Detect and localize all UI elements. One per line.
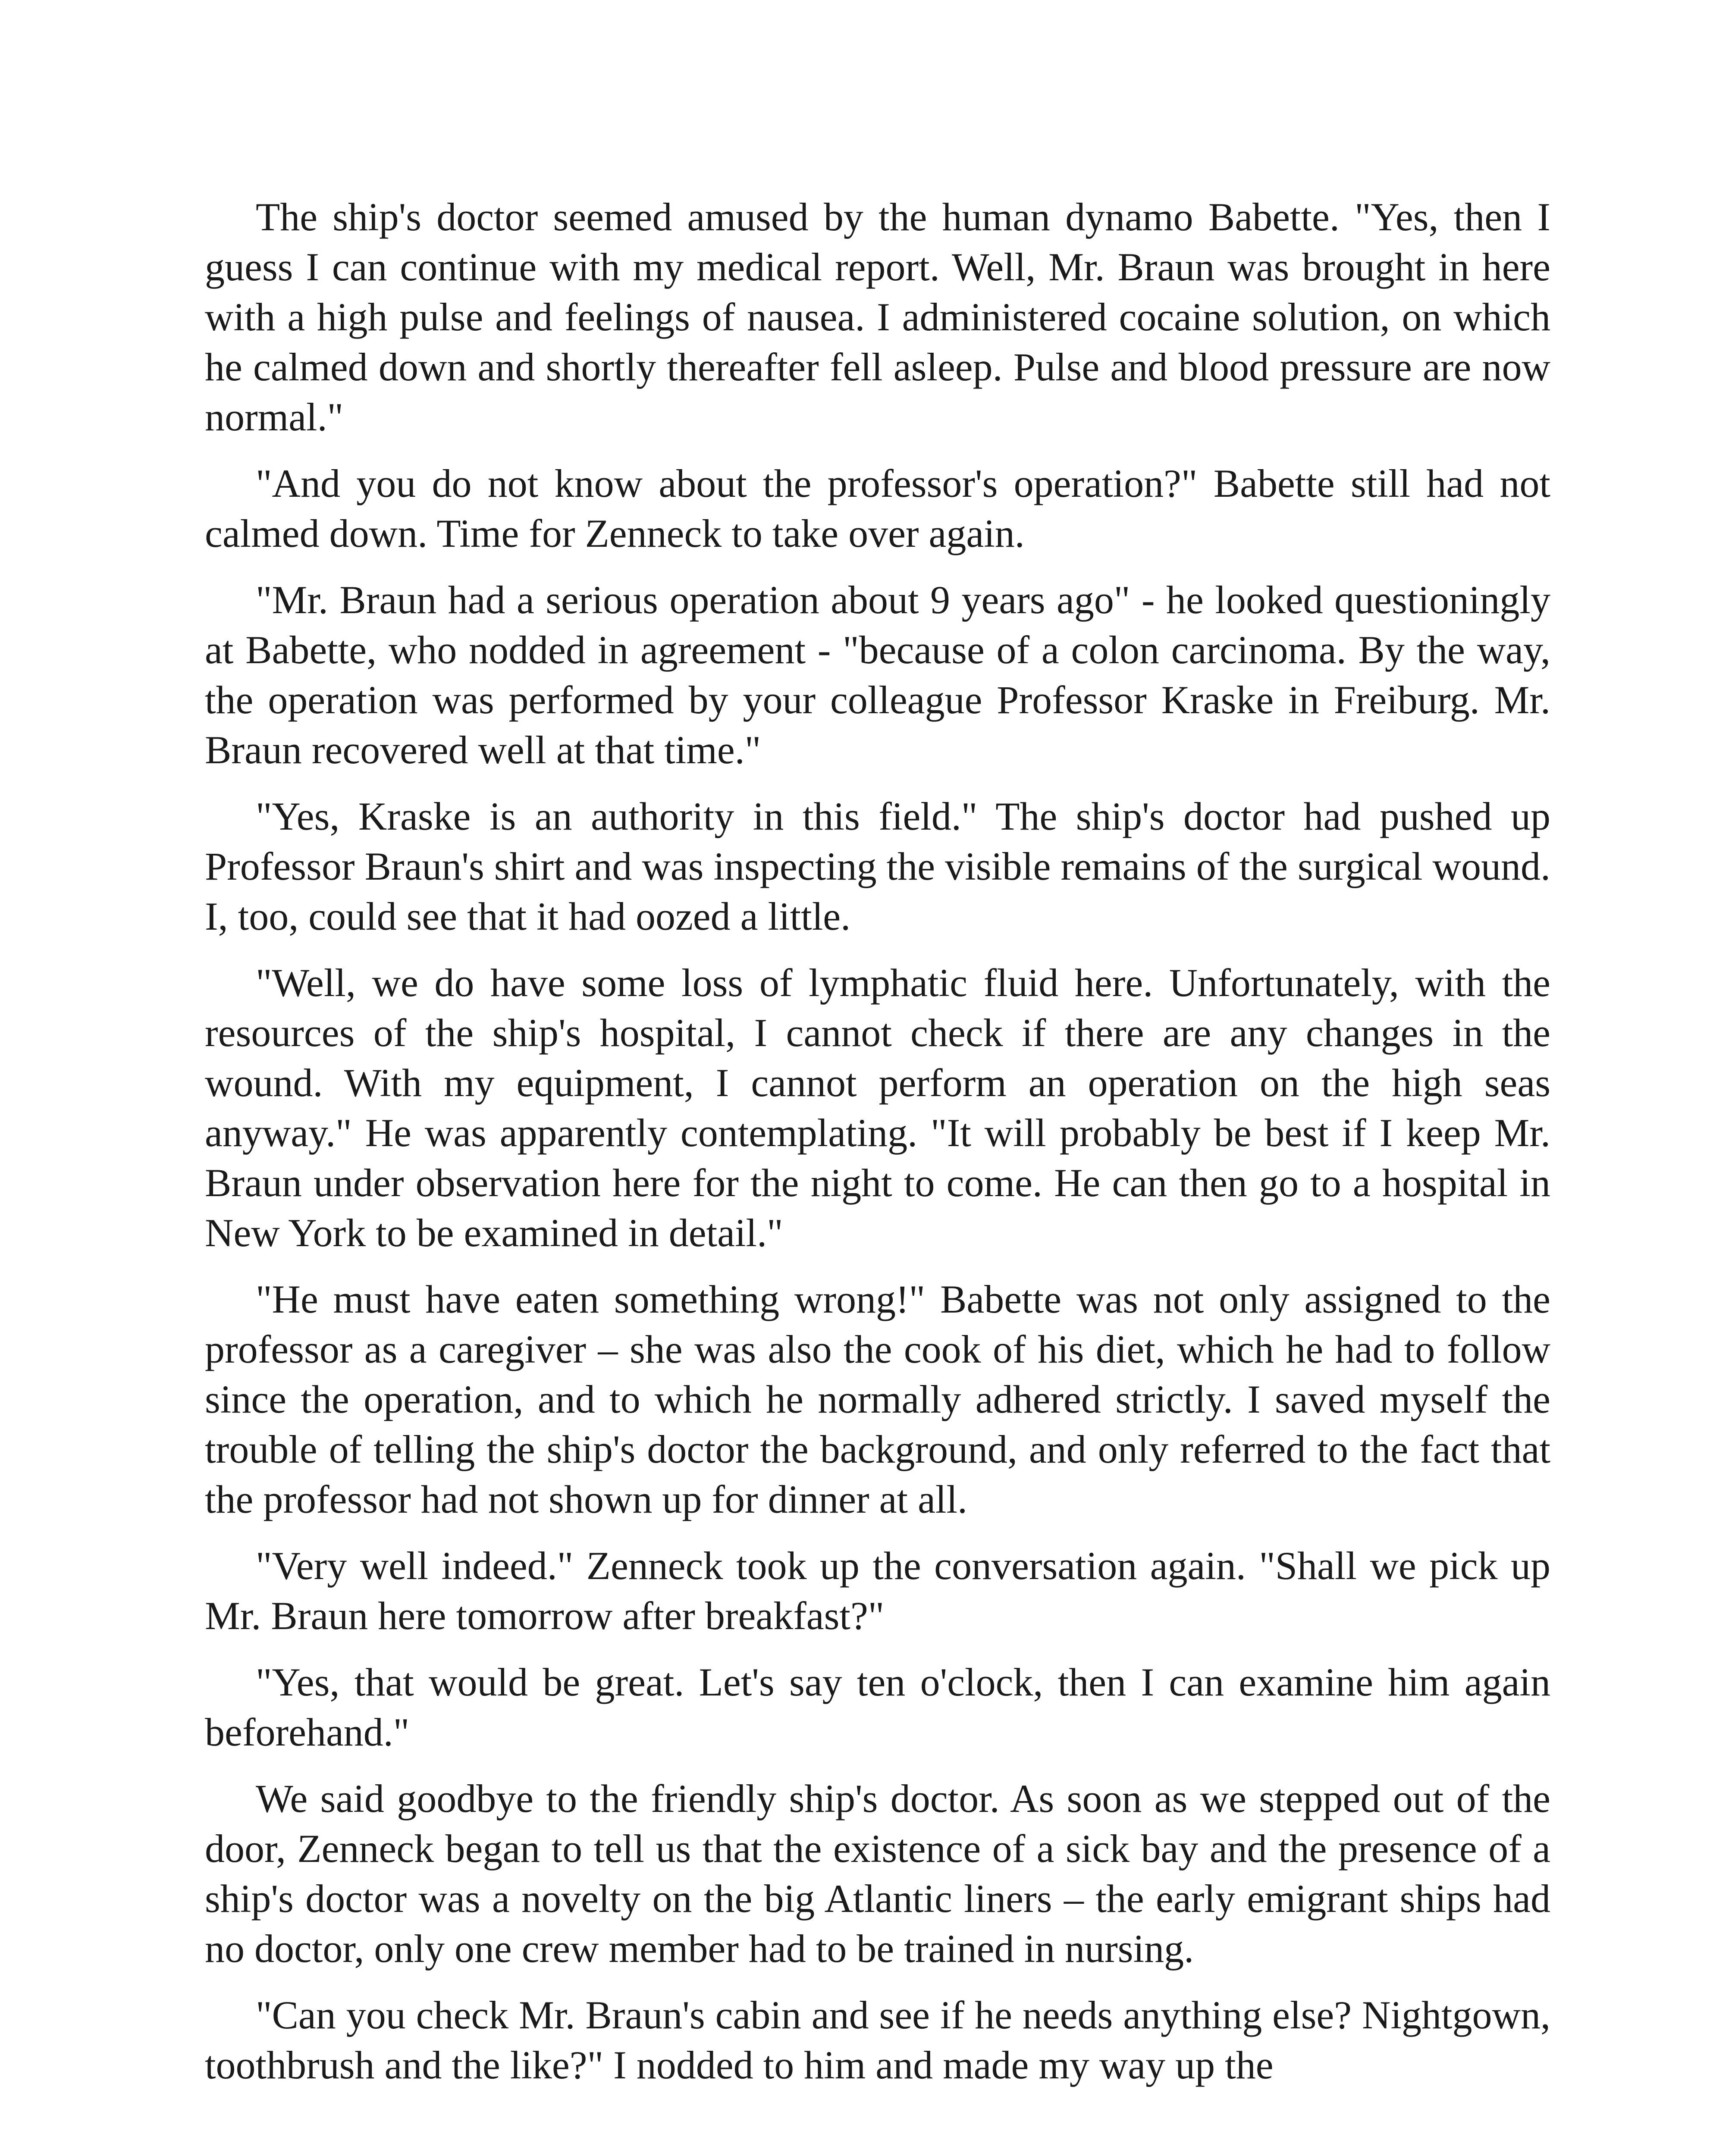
paragraph-6: "He must have eaten something wrong!" Babette was not only assigned to the professor as a caregiver – she was also the cook of his diet, which he had to follow since the operation, and to which he normally adhered strictly. I saved myself the trouble of telling the ship's doctor the background, and only referred to the fact that the professor had not shown up for dinner at all. xyxy=(205,1277,1550,1521)
body-text xyxy=(205,192,1550,2106)
paragraph-4: "Yes, Kraske is an authority in this field." The ship's doctor had pushed up Professor Braun's shirt and was inspecting the visible remains of the surgical wound. I, too, could see that it had oozed a little. xyxy=(205,794,1550,938)
paragraph-7: "Very well indeed." Zenneck took up the conversation again. "Shall we pick up Mr. Braun here tomorrow after breakfast?" xyxy=(205,1544,1550,1638)
paragraph-9: We said goodbye to the friendly ship's doctor. As soon as we stepped out of the door, Zenneck began to tell us that the existence of a sick bay and the presence of a ship's doctor was a novelty on the big Atlantic liners – the early emigrant ships had no doctor, only one crew member had to be trained in nursing. xyxy=(205,1777,1550,1971)
paragraph-5: "Well, we do have some loss of lymphatic fluid here. Unfortunately, with the resources of the ship's hospital, I cannot check if there are any changes in the wound. With my equipment, I cannot perform an operation on the high seas anyway." He was apparently contemplating. "It will probably be best if I keep Mr. Braun under observation here for the night to come. He can then go to a hospital in New York to be examined in detail." xyxy=(205,961,1550,1255)
paragraph-3: "Mr. Braun had a serious operation about 9 years ago" - he looked questioningly at Babette, who nodded in agreement - "because of a colon carcinoma. By the way, the operation was performed by your colleague Professor Kraske in Freiburg. Mr. Braun recovered well at that time." xyxy=(205,578,1550,772)
paragraph-8: "Yes, that would be great. Let's say ten o'clock, then I can examine him again beforehand." xyxy=(205,1660,1550,1754)
paragraph-1: The ship's doctor seemed amused by the human dynamo Babette. "Yes, then I guess I can continue with my medical report. Well, Mr. Braun was brought in here with a high pulse and feelings of nausea. I administered cocaine solution, on which he calmed down and shortly thereafter fell asleep. Pulse and blood pressure are now normal." xyxy=(205,195,1550,439)
paragraph-2: "And you do not know about the professor's operation?" Babette still had not calmed down. Time for Zenneck to take over again. xyxy=(205,461,1550,555)
paragraph-10: "Can you check Mr. Braun's cabin and see if he needs anything else? Nightgown, toothbrush and the like?" I nodded to him and made my way up the xyxy=(205,1993,1550,2087)
